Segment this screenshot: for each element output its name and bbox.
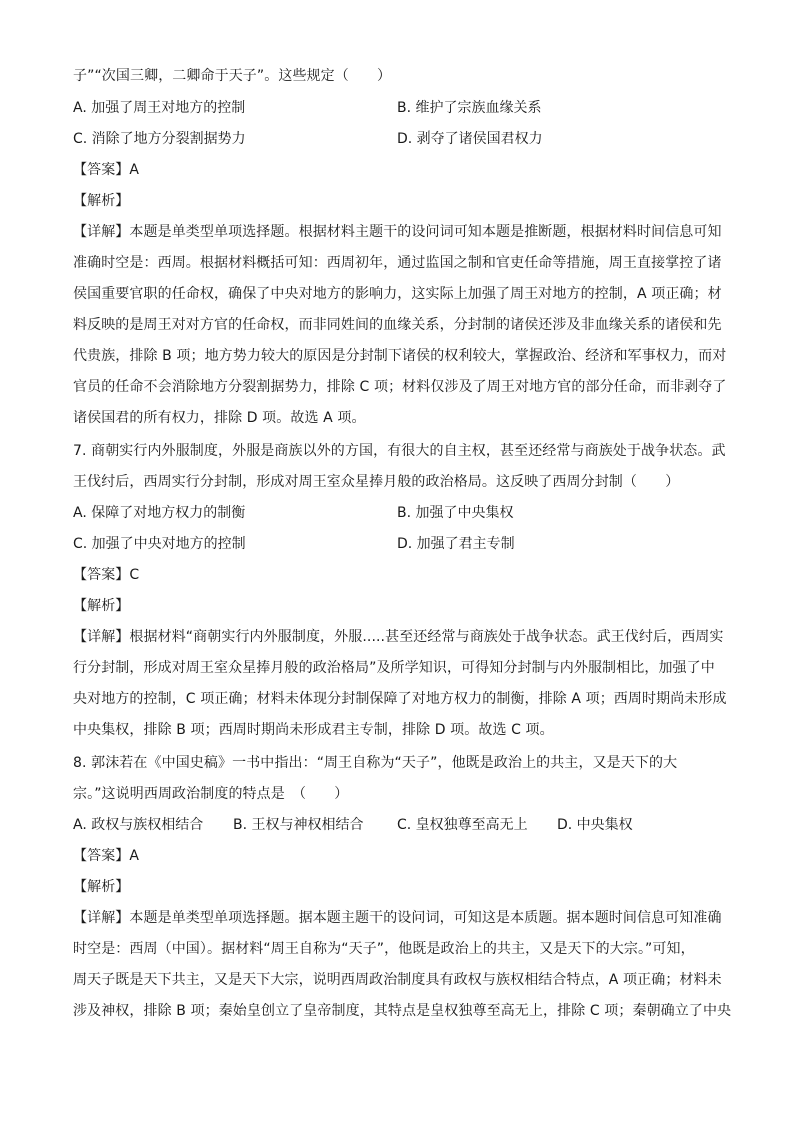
q7-stem-line: 7. 商朝实行内外服制度，外服是商族以外的方国，有很大的自主权，甚至还经常与商族处于战争状态。武 [73, 443, 726, 459]
q6-option-b: B. 维护了宗族血缘关系 [397, 100, 542, 116]
q8-detail-line: 【详解】本题是单类型单项选择题。据本题主题干的设问词，可知这是本质题。据本题时间信息可知准确 [73, 910, 722, 926]
q6-detail-line: 料反映的是周王对对方官的任命权，而非同姓间的血缘关系，分封制的诸侯还涉及非血缘关系的诸侯和先 [73, 317, 722, 333]
q8-detail-line: 周天子既是天下共主，又是天下大宗，说明西周政治制度具有政权与族权相结合特点，A 项正确；材料未 [73, 972, 722, 988]
q6-analysis-label: 【解析】 [73, 193, 130, 209]
q8-analysis-label: 【解析】 [73, 879, 130, 895]
q7-detail-line: 行分封制，形成对周王室众星捧月般的政治格局”及所学知识，可得知分封制与内外服制相比，加强了中 [73, 660, 715, 676]
q7-detail-line: 【详解】根据材料“商朝实行内外服制度，外服.....甚至还经常与商族处于战争状态。武王伐纣后，西周实 [73, 629, 724, 645]
q7-stem-line: 王伐纣后，西周实行分封制，形成对周王室众星捧月般的政治格局。这反映了西周分封制（ ） [73, 474, 680, 490]
q8-option-c: C. 皇权独尊至高无上 [397, 817, 528, 833]
q6-detail-line: 代贵族，排除 B 项；地方势力较大的原因是分封制下诸侯的权利较大，掌握政治、经济和军事权力，而对 [73, 348, 727, 364]
q7-detail-line: 央对地方的控制，C 项正确；材料未体现分封制保障了对地方权力的制衡，排除 A 项；西周时期尚未形成 [73, 691, 727, 707]
q7-option-d: D. 加强了君主专制 [397, 536, 515, 552]
q7-option-a: A. 保障了对地方权力的制衡 [73, 505, 246, 521]
q8-option-b: B. 王权与神权相结合 [233, 817, 364, 833]
q6-detail-line: 准确时空是：西周。根据材料概括可知：西周初年，通过监国之制和官吏任命等措施，周王直接掌控了诸 [73, 255, 722, 271]
q6-detail-line: 【详解】本题是单类型单项选择题。根据材料主题干的设问词可知本题是推断题，根据材料时间信息可知 [73, 224, 722, 240]
q6-option-d: D. 剥夺了诸侯国君权力 [397, 131, 543, 147]
q6-stem-tail: 子”“次国三卿，二卿命于天子”。这些规定（ ） [73, 68, 392, 84]
q7-option-b: B. 加强了中央集权 [397, 505, 514, 521]
q7-analysis-label: 【解析】 [73, 598, 130, 614]
q6-option-a: A. 加强了周王对地方的控制 [73, 100, 246, 116]
q8-option-a: A. 政权与族权相结合 [73, 817, 204, 833]
q6-option-c: C. 消除了地方分裂割据势力 [73, 131, 246, 147]
q8-stem-line: 宗。”这说明西周政治制度的特点是 （ ） [73, 786, 349, 802]
q8-stem-line: 8. 郭沫若在《中国史稿》一书中指出：“周王自称为“天子”，他既是政治上的共主，又是天下的大 [73, 755, 678, 771]
q8-detail-line: 涉及神权，排除 B 项；秦始皇创立了皇帝制度，其特点是皇权独尊至高无上，排除 C 项；秦朝确立了中央 [73, 1003, 732, 1019]
q8-answer: 【答案】A [73, 848, 140, 864]
q8-option-d: D. 中央集权 [557, 817, 633, 833]
q7-detail-line: 中央集权，排除 B 项；西周时期尚未形成君主专制，排除 D 项。故选 C 项。 [73, 722, 554, 738]
q6-detail-line: 侯国重要官职的任命权，确保了中央对地方的影响力，这实际上加强了周王对地方的控制，A 项正确；材 [73, 286, 722, 302]
q6-detail-line: 诸侯国君的所有权力，排除 D 项。故选 A 项。 [73, 410, 366, 426]
q7-answer: 【答案】C [73, 567, 140, 583]
q8-detail-line: 时空是：西周（中国）。据材料“周王自称为“天子”，他既是政治上的共主，又是天下的大宗。”可知， [73, 941, 695, 957]
q6-answer: 【答案】A [73, 162, 140, 178]
q6-detail-line: 官员的任命不会消除地方分裂割据势力，排除 C 项；材料仅涉及了周王对地方官的部分任命，而非剥夺了 [73, 379, 727, 395]
q7-option-c: C. 加强了中央对地方的控制 [73, 536, 246, 552]
